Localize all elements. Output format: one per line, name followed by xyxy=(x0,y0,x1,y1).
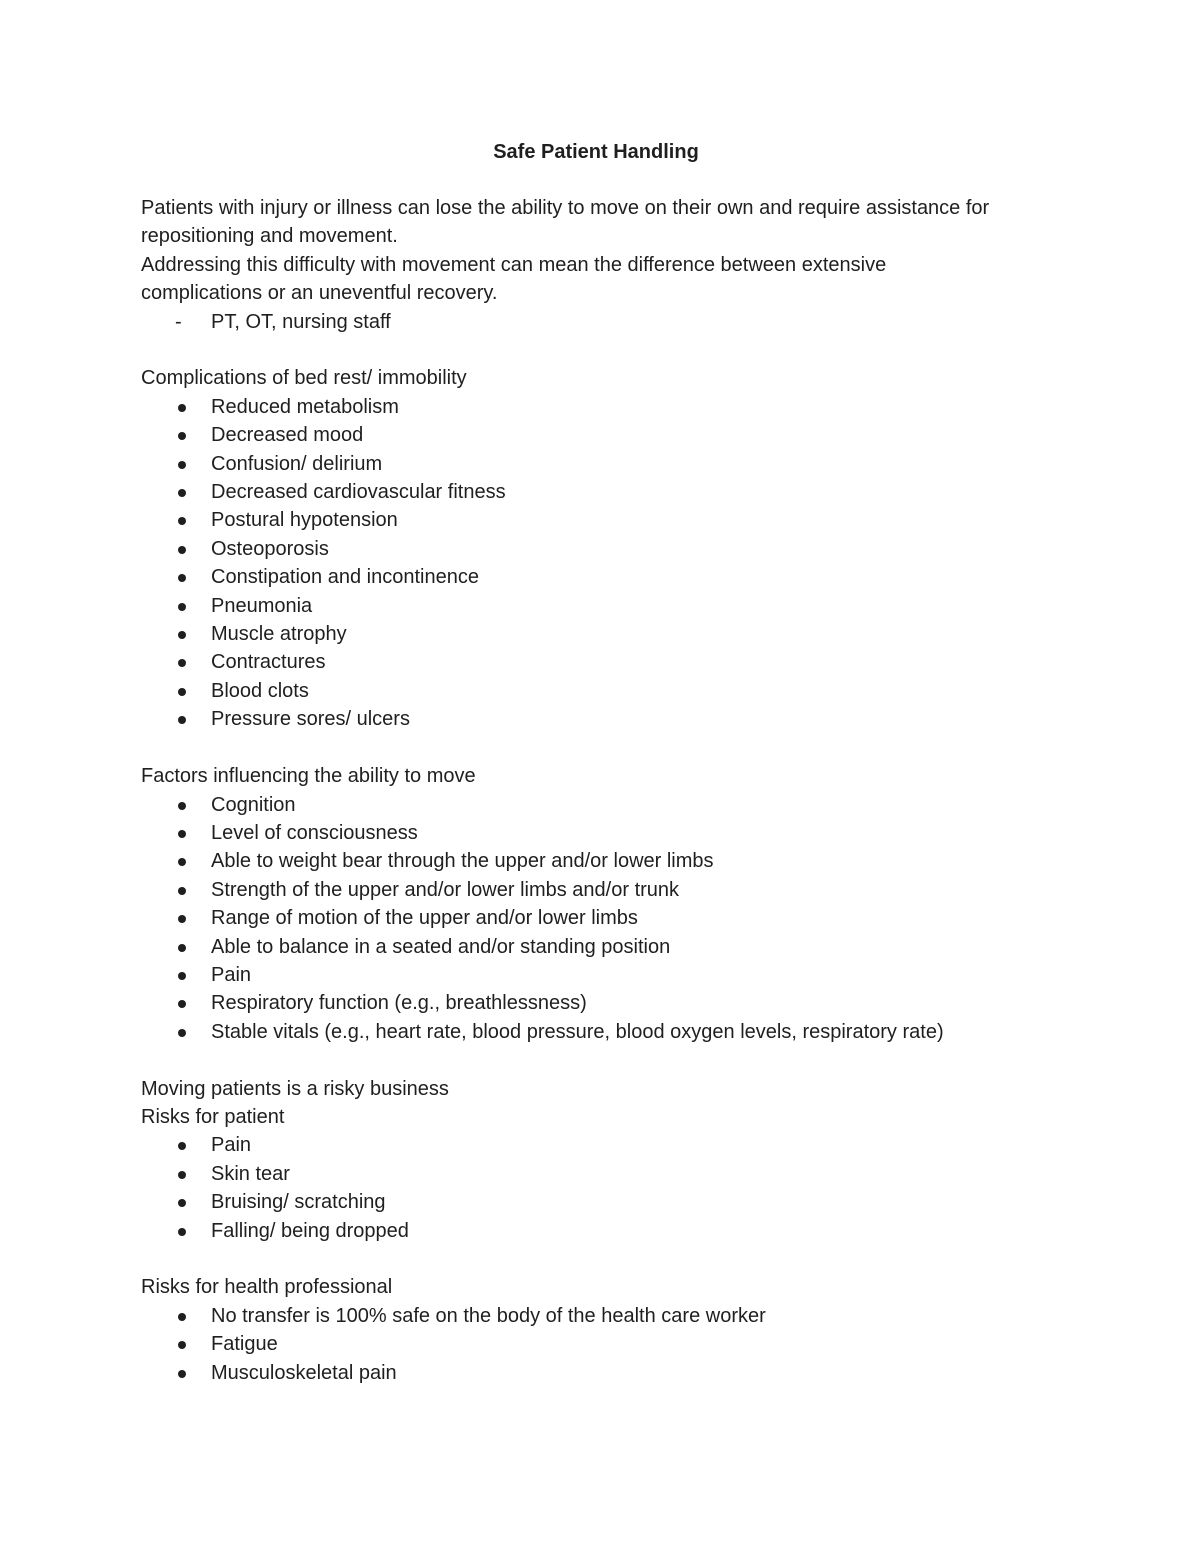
list-item: Strength of the upper and/or lower limbs and/or trunk xyxy=(141,876,1071,904)
list-item: Musculoskeletal pain xyxy=(141,1359,1071,1387)
complications-heading: Complications of bed rest/ immobility xyxy=(141,367,467,390)
list-item: Constipation and incontinence xyxy=(141,563,1071,591)
spacer xyxy=(141,1046,1071,1074)
list-item: Stable vitals (e.g., heart rate, blood pressure, blood oxygen levels, respiratory rate) xyxy=(141,1018,1071,1046)
intro-line-3: Addressing this difficulty with movement can mean the difference between extensive xyxy=(141,253,887,276)
list-item: No transfer is 100% safe on the body of the health care worker xyxy=(141,1302,1071,1330)
list-item: Pneumonia xyxy=(141,592,1071,620)
list-item: Falling/ being dropped xyxy=(141,1217,1071,1245)
list-item: Contractures xyxy=(141,648,1071,676)
list-item: Cognition xyxy=(141,791,1071,819)
risks-professional-heading: Risks for health professional xyxy=(141,1276,393,1299)
list-item: Pain xyxy=(141,1131,1071,1159)
dash-list-item-text: PT, OT, nursing staff xyxy=(211,310,391,333)
risks-patient-heading: Risks for patient xyxy=(141,1105,285,1128)
list-item: Respiratory function (e.g., breathlessness) xyxy=(141,989,1071,1017)
complications-list xyxy=(141,393,1071,734)
list-item: Able to balance in a seated and/or standing position xyxy=(141,933,1071,961)
list-item: Pain xyxy=(141,961,1071,989)
list-item: Decreased cardiovascular fitness xyxy=(141,478,1071,506)
list-item: Level of consciousness xyxy=(141,819,1071,847)
list-item: Pressure sores/ ulcers xyxy=(141,705,1071,733)
document-title: Safe Patient Handling xyxy=(493,141,699,163)
list-item: Bruising/ scratching xyxy=(141,1188,1071,1216)
list-item: Blood clots xyxy=(141,677,1071,705)
intro-line-1: Patients with injury or illness can lose the ability to move on their own and require assistance for xyxy=(141,197,990,219)
document-page xyxy=(141,138,1071,1387)
list-item: Decreased mood xyxy=(141,421,1071,449)
risky-business-heading: Moving patients is a risky business xyxy=(141,1077,449,1100)
list-item: Osteoporosis xyxy=(141,535,1071,563)
factors-heading: Factors influencing the ability to move xyxy=(141,765,476,788)
intro-dash-list xyxy=(141,308,1071,336)
risks-patient-list xyxy=(141,1131,1071,1245)
intro-line-2: repositioning and movement. xyxy=(141,225,398,248)
spacer xyxy=(141,1245,1071,1273)
list-item: Able to weight bear through the upper and/or lower limbs xyxy=(141,847,1071,875)
list-item: Fatigue xyxy=(141,1330,1071,1358)
dash-list-item xyxy=(141,308,1071,336)
dash-marker: - xyxy=(175,310,182,333)
risks-professional-list xyxy=(141,1302,1071,1387)
list-item: Skin tear xyxy=(141,1160,1071,1188)
list-item: Confusion/ delirium xyxy=(141,450,1071,478)
list-item: Range of motion of the upper and/or lower limbs xyxy=(141,904,1071,932)
list-item: Reduced metabolism xyxy=(141,393,1071,421)
spacer xyxy=(141,734,1071,762)
factors-list xyxy=(141,791,1071,1047)
list-item: Muscle atrophy xyxy=(141,620,1071,648)
intro-line-4: complications or an uneventful recovery. xyxy=(141,282,498,305)
spacer xyxy=(141,336,1071,364)
list-item: Postural hypotension xyxy=(141,506,1071,534)
